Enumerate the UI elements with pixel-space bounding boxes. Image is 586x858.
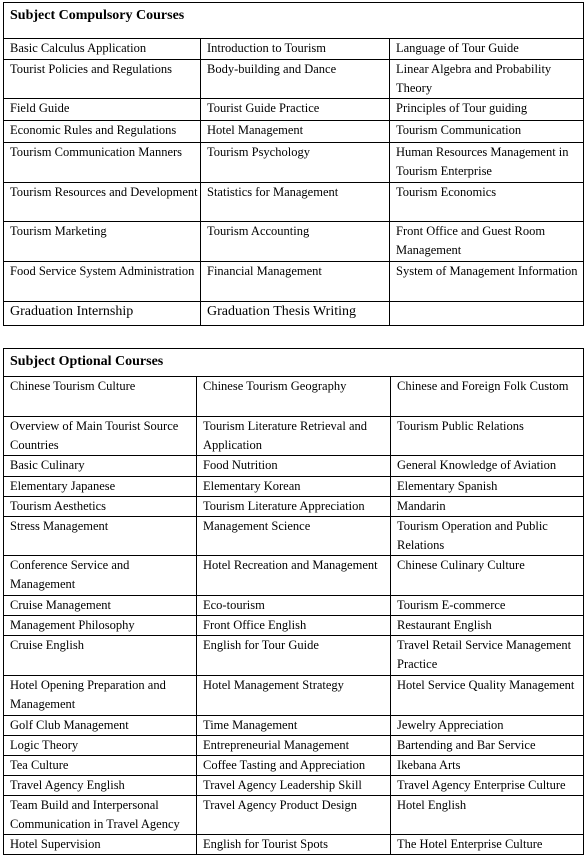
- course-cell: Tourism Accounting: [201, 222, 390, 262]
- course-cell: Overview of Main Tourist Source Countries: [4, 417, 197, 456]
- course-cell: Field Guide: [4, 99, 201, 121]
- course-cell: Language of Tour Guide: [390, 39, 584, 60]
- course-cell: Tea Culture: [4, 756, 197, 776]
- course-cell: Hotel Management Strategy: [197, 676, 391, 716]
- course-cell: Golf Club Management: [4, 716, 197, 736]
- course-cell: English for Tour Guide: [197, 636, 391, 676]
- compulsory-courses-table: [3, 2, 584, 326]
- course-cell: Tourist Policies and Regulations: [4, 60, 201, 99]
- course-cell: Hotel Service Quality Management: [391, 676, 584, 716]
- course-cell: Elementary Korean: [197, 477, 391, 497]
- course-cell: Hotel Recreation and Management: [197, 556, 391, 596]
- course-cell: Hotel English: [391, 796, 584, 835]
- course-cell: Travel Agency Enterprise Culture: [391, 776, 584, 796]
- course-cell: Chinese Tourism Geography: [197, 377, 391, 417]
- course-cell: Jewelry Appreciation: [391, 716, 584, 736]
- course-cell: Graduation Internship: [4, 302, 201, 326]
- optional-courses-title: Subject Optional Courses: [4, 349, 584, 377]
- course-cell: Hotel Supervision: [4, 835, 197, 855]
- course-cell: Introduction to Tourism: [201, 39, 390, 60]
- course-cell: Tourism Operation and Public Relations: [391, 517, 584, 556]
- course-cell: Travel Retail Service Management Practice: [391, 636, 584, 676]
- course-cell: English for Tourist Spots: [197, 835, 391, 855]
- course-cell: Tourism Public Relations: [391, 417, 584, 456]
- course-cell: Travel Agency English: [4, 776, 197, 796]
- course-cell: Chinese Culinary Culture: [391, 556, 584, 596]
- course-cell: Human Resources Management in Tourism Enterprise: [390, 143, 584, 183]
- course-cell: Graduation Thesis Writing: [201, 302, 390, 326]
- course-cell: Elementary Spanish: [391, 477, 584, 497]
- course-cell: Ikebana Arts: [391, 756, 584, 776]
- course-cell: Hotel Opening Preparation and Management: [4, 676, 197, 716]
- course-cell: Tourism Economics: [390, 183, 584, 222]
- course-cell: Cruise English: [4, 636, 197, 676]
- course-cell: Cruise Management: [4, 596, 197, 616]
- course-cell: General Knowledge of Aviation: [391, 456, 584, 477]
- course-cell: Principles of Tour guiding: [390, 99, 584, 121]
- course-cell: Tourism Communication Manners: [4, 143, 201, 183]
- optional-courses-table: [3, 348, 584, 855]
- course-cell: Time Management: [197, 716, 391, 736]
- course-cell: Economic Rules and Regulations: [4, 121, 201, 143]
- course-cell: Stress Management: [4, 517, 197, 556]
- course-cell: [390, 302, 584, 326]
- course-cell: Mandarin: [391, 497, 584, 517]
- course-cell: Basic Calculus Application: [4, 39, 201, 60]
- course-cell: Restaurant English: [391, 616, 584, 636]
- course-cell: Tourism E-commerce: [391, 596, 584, 616]
- course-cell: Conference Service and Management: [4, 556, 197, 596]
- course-cell: Team Build and Interpersonal Communication in Travel Agency: [4, 796, 197, 835]
- course-cell: Tourism Literature Retrieval and Application: [197, 417, 391, 456]
- course-cell: Travel Agency Leadership Skill: [197, 776, 391, 796]
- course-cell: Coffee Tasting and Appreciation: [197, 756, 391, 776]
- course-cell: Travel Agency Product Design: [197, 796, 391, 835]
- course-cell: Tourism Marketing: [4, 222, 201, 262]
- course-cell: Financial Management: [201, 262, 390, 302]
- course-cell: Tourism Resources and Development: [4, 183, 201, 222]
- course-cell: Food Service System Administration: [4, 262, 201, 302]
- course-cell: Hotel Management: [201, 121, 390, 143]
- course-cell: Elementary Japanese: [4, 477, 197, 497]
- course-cell: Tourist Guide Practice: [201, 99, 390, 121]
- course-cell: Tourism Aesthetics: [4, 497, 197, 517]
- course-cell: Body-building and Dance: [201, 60, 390, 99]
- course-cell: Eco-tourism: [197, 596, 391, 616]
- course-cell: The Hotel Enterprise Culture: [391, 835, 584, 855]
- course-cell: Logic Theory: [4, 736, 197, 756]
- course-cell: Chinese Tourism Culture: [4, 377, 197, 417]
- course-cell: Tourism Literature Appreciation: [197, 497, 391, 517]
- course-cell: Management Science: [197, 517, 391, 556]
- course-cell: System of Management Information: [390, 262, 584, 302]
- course-cell: Basic Culinary: [4, 456, 197, 477]
- course-cell: Management Philosophy: [4, 616, 197, 636]
- course-cell: Chinese and Foreign Folk Custom: [391, 377, 584, 417]
- course-cell: Statistics for Management: [201, 183, 390, 222]
- course-cell: Bartending and Bar Service: [391, 736, 584, 756]
- course-cell: Linear Algebra and Probability Theory: [390, 60, 584, 99]
- course-cell: Tourism Psychology: [201, 143, 390, 183]
- course-cell: Front Office English: [197, 616, 391, 636]
- compulsory-courses-title: Subject Compulsory Courses: [4, 3, 584, 39]
- course-cell: Food Nutrition: [197, 456, 391, 477]
- course-cell: Front Office and Guest Room Management: [390, 222, 584, 262]
- course-cell: Entrepreneurial Management: [197, 736, 391, 756]
- course-cell: Tourism Communication: [390, 121, 584, 143]
